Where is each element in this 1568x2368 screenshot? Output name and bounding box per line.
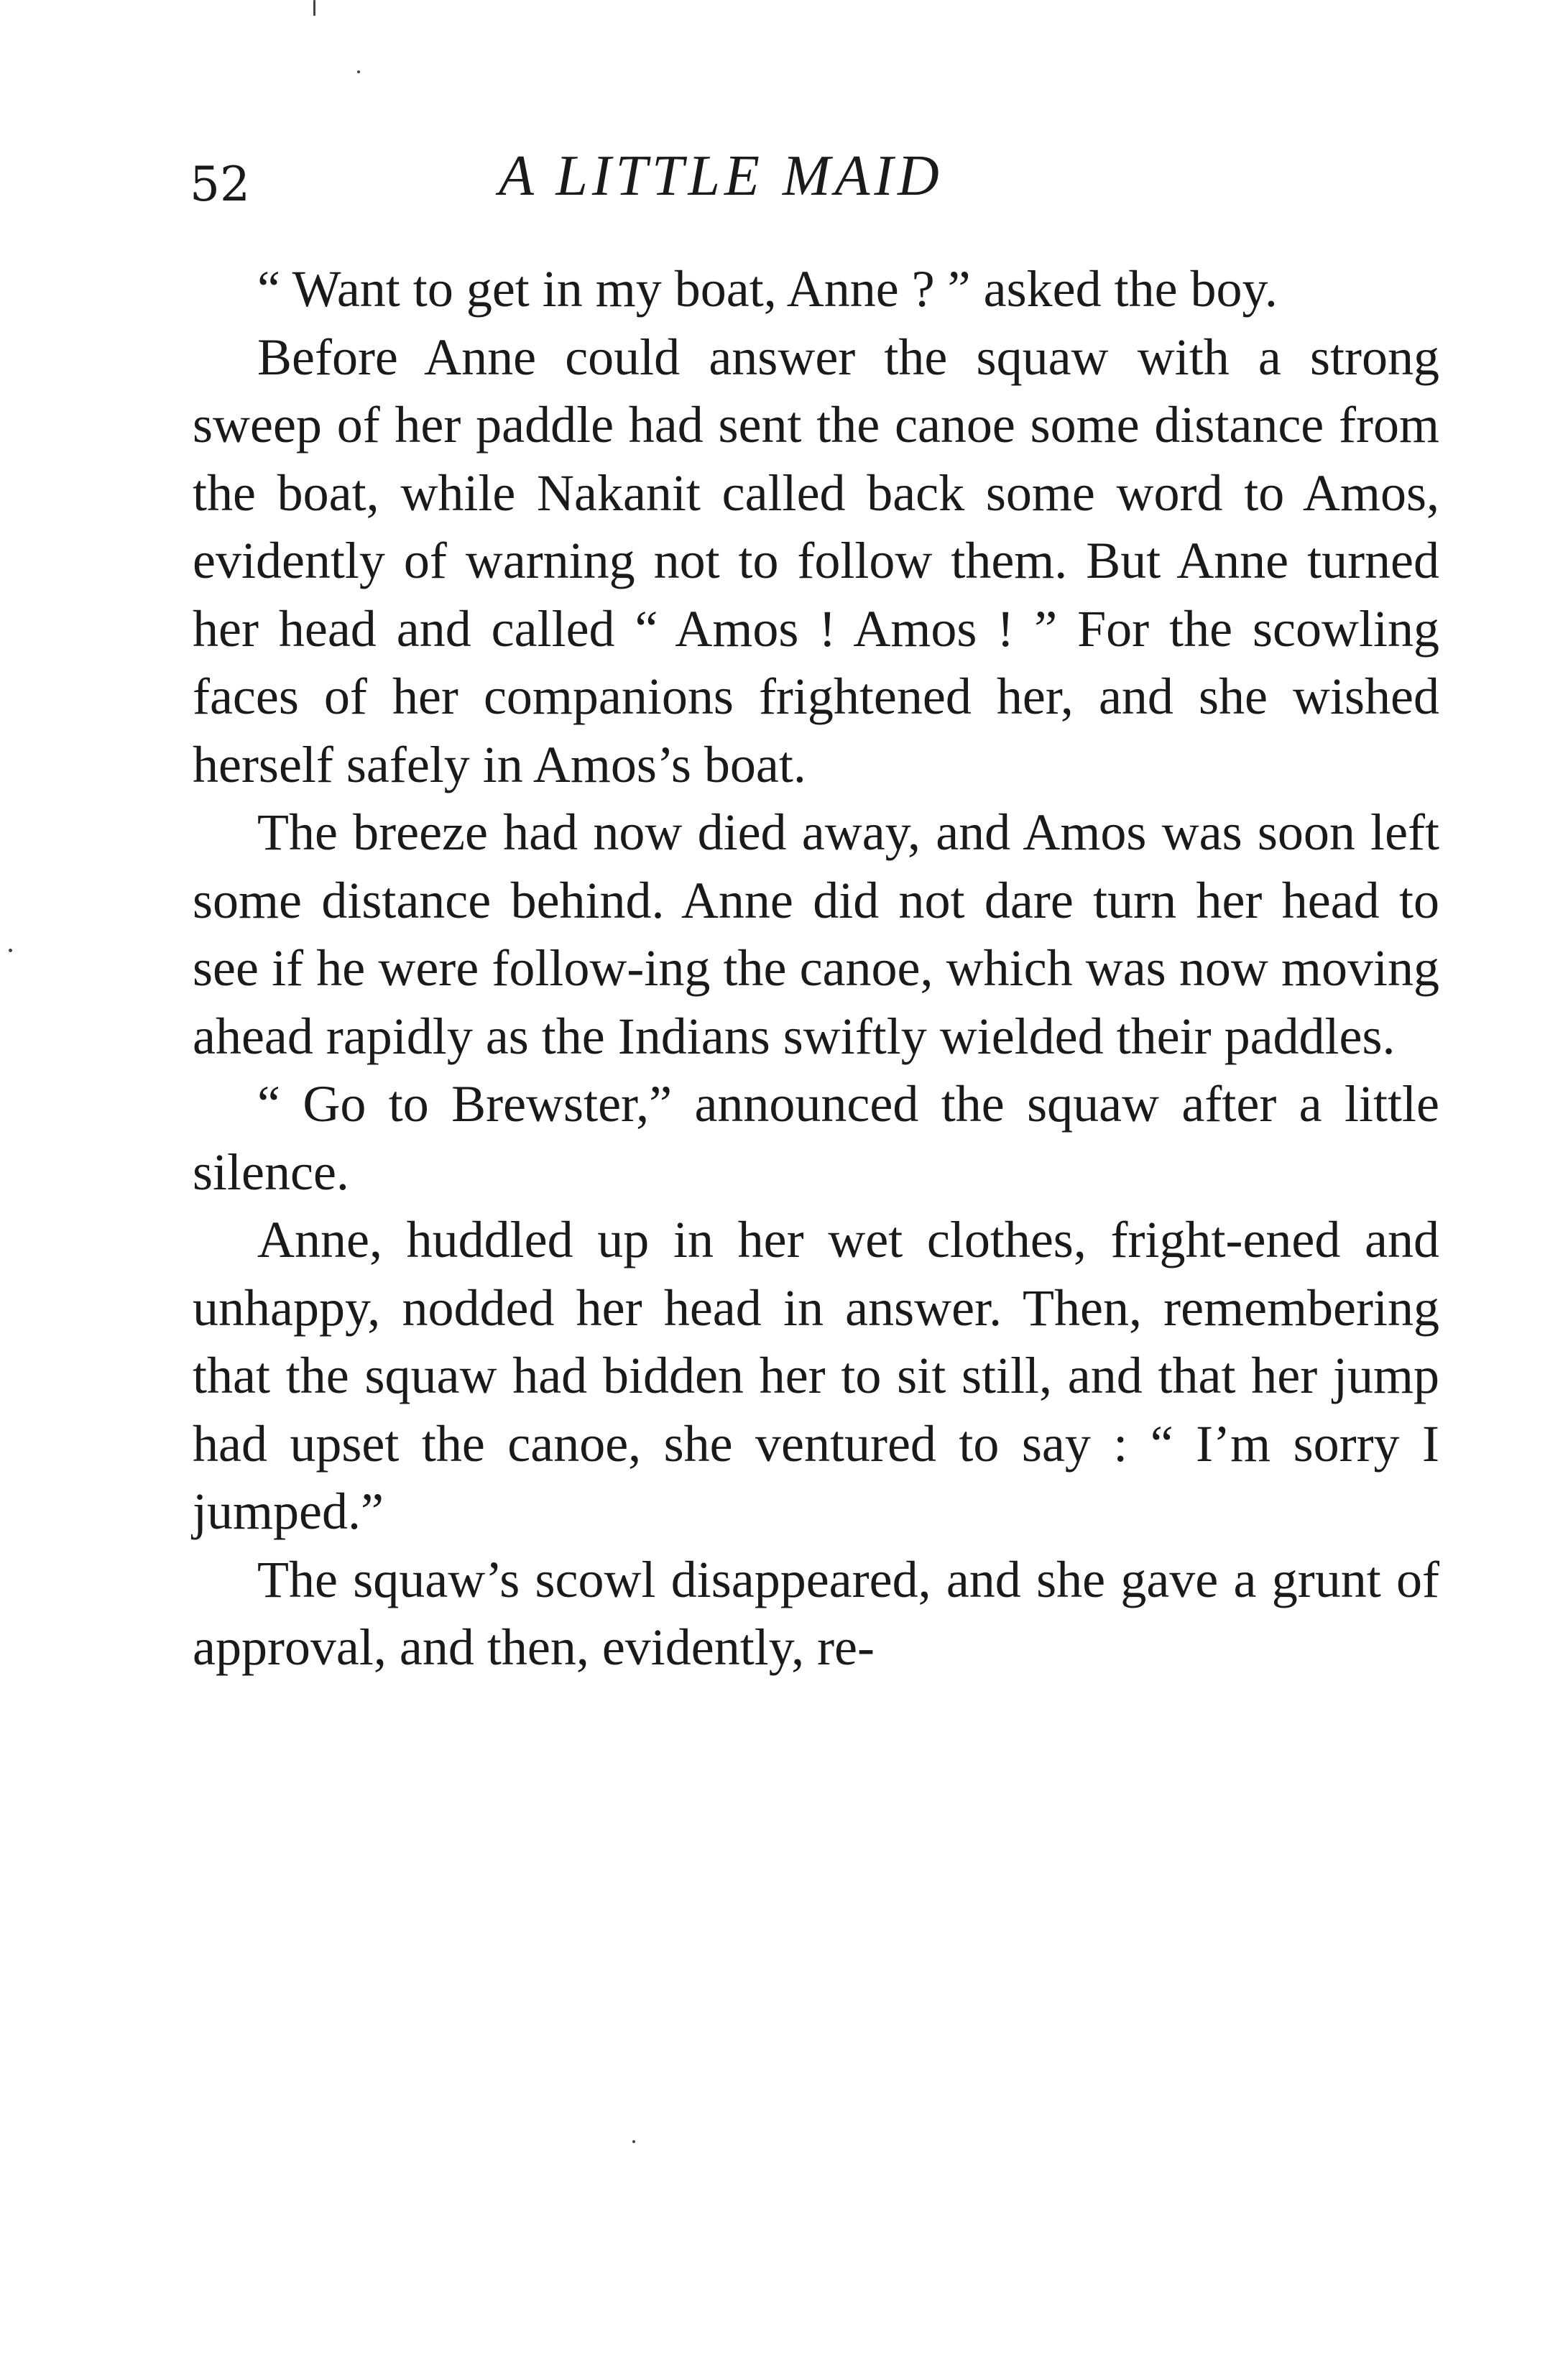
scan-speck [313,0,315,16]
page-number: 52 [190,157,250,212]
paragraph: “ Want to get in my boat, Anne ? ” asked the boy. [257,260,1278,318]
scan-speck [9,949,12,952]
scan-speck [632,2140,635,2143]
paragraph: “ Go to Brewster,” announced the squaw after a little silence. [193,1075,1439,1201]
paragraph: The squaw’s scowl disappeared, and she gave a grunt of approval, and then, evidently, re- [193,1550,1439,1676]
running-head [190,144,1440,223]
paragraph: The breeze had now died away, and Amos was soon left some distance behind. Anne did not dare turn her head to see if he were follow-ing the canoe, which was now moving ahead rapidly as the Indians swiftly wielded their paddles. [193,803,1439,1065]
paragraph: Before Anne could answer the squaw with a strong sweep of her paddle had sent the canoe some distance from the boat, while Nakanit called back some word to Amos, evidently of warning not to follow them. But Anne turned her head and called “ Amos ! Amos ! ” For the scowling faces of her companions frightened her, and she wished herself safely in Amos’s boat. [193,328,1439,793]
running-title: A LITTLE MAID [499,144,944,208]
body-text [193,255,1439,1682]
paragraph: Anne, huddled up in her wet clothes, fright-ened and unhappy, nodded her head in answer. Then, remembering that the squaw had bidden her to sit still, and that her jump had upset the canoe, she ventured to say : “ I’m sorry I jumped.” [193,1211,1439,1540]
scan-speck [357,70,360,73]
